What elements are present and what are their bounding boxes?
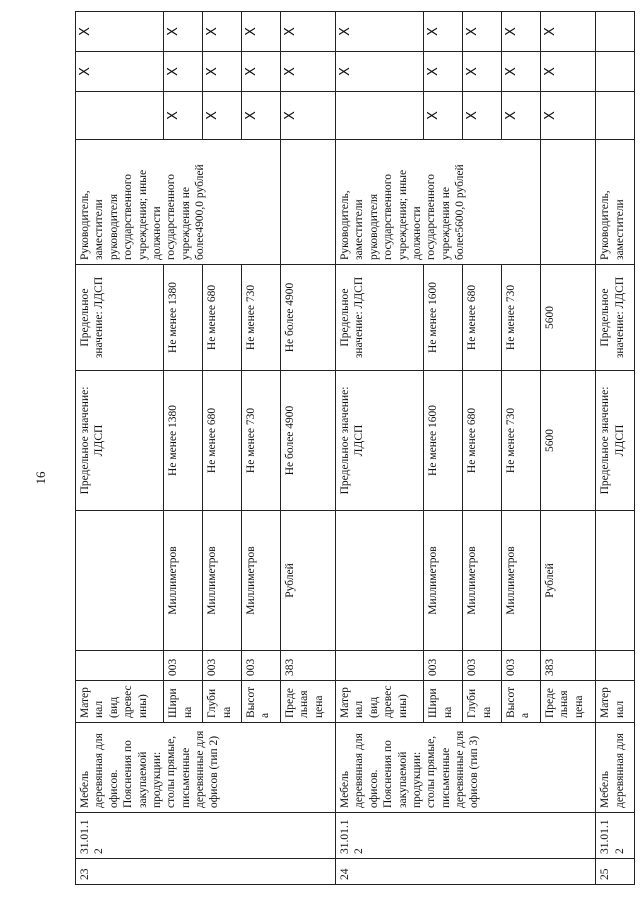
char-value: Не менее 730 bbox=[502, 371, 541, 511]
requirements-table bbox=[75, 11, 635, 885]
unit-code bbox=[336, 651, 424, 681]
char-name: Материал bbox=[596, 681, 635, 723]
char-name: Ширина bbox=[424, 681, 463, 723]
char-value-2: Не менее 730 bbox=[241, 265, 280, 371]
char-value: Не менее 680 bbox=[203, 371, 242, 511]
char-value-2: Предельное значение: ЛДСП bbox=[336, 265, 424, 371]
unit-name: Рублей bbox=[540, 511, 595, 651]
row-number: 23 bbox=[76, 859, 336, 885]
unit-code: 003 bbox=[203, 651, 242, 681]
okpd-code: 31.01.12 bbox=[76, 813, 336, 859]
char-name: Предельная цена bbox=[280, 681, 335, 723]
char-name: Материал (вид древесины) bbox=[336, 681, 424, 723]
x-mark: X bbox=[241, 52, 280, 92]
x-mark: X bbox=[502, 12, 541, 52]
x-mark: X bbox=[280, 92, 335, 140]
char-value-2: Не более 4900 bbox=[280, 265, 335, 371]
unit-name: Миллиметров bbox=[463, 511, 502, 651]
x-mark: X bbox=[164, 52, 203, 92]
char-value: Не более 4900 bbox=[280, 371, 335, 511]
employee-category: Руководитель, заместители руководителя государственного учреждения; иные должности государственного учреждения не более5600,0 рублей bbox=[336, 140, 541, 265]
x-mark: X bbox=[76, 52, 164, 92]
x-mark: X bbox=[424, 52, 463, 92]
unit-code: 003 bbox=[241, 651, 280, 681]
x-mark: X bbox=[540, 92, 595, 140]
char-value: Не менее 1600 bbox=[424, 371, 463, 511]
x-mark: X bbox=[336, 52, 424, 92]
x-mark: X bbox=[463, 12, 502, 52]
row-number: 25 bbox=[596, 859, 635, 885]
char-name: Материал (вид древесины) bbox=[76, 681, 164, 723]
char-value: Предельное значение: ЛДСП bbox=[596, 371, 635, 511]
x-mark: X bbox=[241, 92, 280, 140]
unit-name: Рублей bbox=[280, 511, 335, 651]
unit-name: Миллиметров bbox=[203, 511, 242, 651]
page-number: 16 bbox=[33, 471, 48, 485]
empty-cell bbox=[596, 52, 635, 92]
x-mark: X bbox=[540, 52, 595, 92]
unit-name: Миллиметров bbox=[424, 511, 463, 651]
unit-name: Миллиметров bbox=[241, 511, 280, 651]
char-value-2: Предельное значение: ЛДСП bbox=[596, 265, 635, 371]
char-value-2: Предельное значение: ЛДСП bbox=[76, 265, 164, 371]
unit-name bbox=[336, 511, 424, 651]
char-name: Высота bbox=[502, 681, 541, 723]
empty-cell bbox=[540, 140, 595, 265]
x-mark: X bbox=[164, 92, 203, 140]
x-mark: X bbox=[280, 52, 335, 92]
char-value: Предельное значение: ЛДСП bbox=[76, 371, 164, 511]
okpd-code: 31.01.12 bbox=[336, 813, 596, 859]
char-name: Высота bbox=[241, 681, 280, 723]
unit-code: 003 bbox=[424, 651, 463, 681]
table-row bbox=[336, 12, 424, 885]
empty-cell bbox=[596, 12, 635, 52]
empty-cell bbox=[596, 92, 635, 140]
employee-category: Руководитель, заместители руководителя государственного учреждения; иные должности государственного учреждения не более4900,0 рублей bbox=[76, 140, 281, 265]
char-value: 5600 bbox=[540, 371, 595, 511]
okpd-code: 31.01.12 bbox=[596, 813, 635, 859]
unit-name bbox=[76, 511, 164, 651]
unit-code: 383 bbox=[540, 651, 595, 681]
char-value-2: Не менее 1380 bbox=[164, 265, 203, 371]
char-name: Предельная цена bbox=[540, 681, 595, 723]
x-mark: X bbox=[164, 12, 203, 52]
unit-name bbox=[596, 511, 635, 651]
char-value: Не менее 1380 bbox=[164, 371, 203, 511]
x-mark: X bbox=[203, 92, 242, 140]
x-mark: X bbox=[424, 92, 463, 140]
char-value: Предельное значение: ЛДСП bbox=[336, 371, 424, 511]
product-name: Мебель деревянная для офисов. Пояснения по закупаемой продукции: столы прямые, письменные деревянные для офисов (тип 3) bbox=[336, 723, 596, 813]
x-mark: X bbox=[502, 52, 541, 92]
unit-name: Миллиметров bbox=[164, 511, 203, 651]
x-mark: X bbox=[203, 12, 242, 52]
char-value-2: 5600 bbox=[540, 265, 595, 371]
x-mark: X bbox=[540, 12, 595, 52]
x-mark: X bbox=[280, 12, 335, 52]
char-value-2: Не менее 680 bbox=[463, 265, 502, 371]
table-row bbox=[596, 12, 635, 885]
x-mark: X bbox=[463, 52, 502, 92]
x-mark: X bbox=[241, 12, 280, 52]
char-name: Ширина bbox=[164, 681, 203, 723]
x-mark: X bbox=[424, 12, 463, 52]
char-value-2: Не менее 1600 bbox=[424, 265, 463, 371]
empty-cell bbox=[280, 140, 335, 265]
char-value: Не менее 730 bbox=[241, 371, 280, 511]
table-row bbox=[76, 12, 164, 885]
unit-code: 003 bbox=[463, 651, 502, 681]
unit-code: 003 bbox=[502, 651, 541, 681]
unit-code: 003 bbox=[164, 651, 203, 681]
x-mark: X bbox=[502, 92, 541, 140]
char-name: Глубина bbox=[463, 681, 502, 723]
unit-code bbox=[76, 651, 164, 681]
unit-code: 383 bbox=[280, 651, 335, 681]
char-value-2: Не менее 730 bbox=[502, 265, 541, 371]
char-name: Глубина bbox=[203, 681, 242, 723]
char-value: Не менее 680 bbox=[463, 371, 502, 511]
rotated-page bbox=[75, 27, 635, 885]
unit-code bbox=[596, 651, 635, 681]
employee-category: Руководитель, заместители bbox=[596, 140, 635, 265]
x-mark: X bbox=[76, 12, 164, 52]
row-number: 24 bbox=[336, 859, 596, 885]
char-value-2: Не менее 680 bbox=[203, 265, 242, 371]
empty-cell bbox=[336, 92, 424, 140]
product-name: Мебель деревянная для офисов. Пояснения по закупаемой продукции: столы прямые, письменные деревянные для офисов (тип 2) bbox=[76, 723, 336, 813]
product-name: Мебель деревянная для bbox=[596, 723, 635, 813]
x-mark: X bbox=[203, 52, 242, 92]
x-mark: X bbox=[463, 92, 502, 140]
empty-cell bbox=[76, 92, 164, 140]
x-mark: X bbox=[336, 12, 424, 52]
unit-name: Миллиметров bbox=[502, 511, 541, 651]
